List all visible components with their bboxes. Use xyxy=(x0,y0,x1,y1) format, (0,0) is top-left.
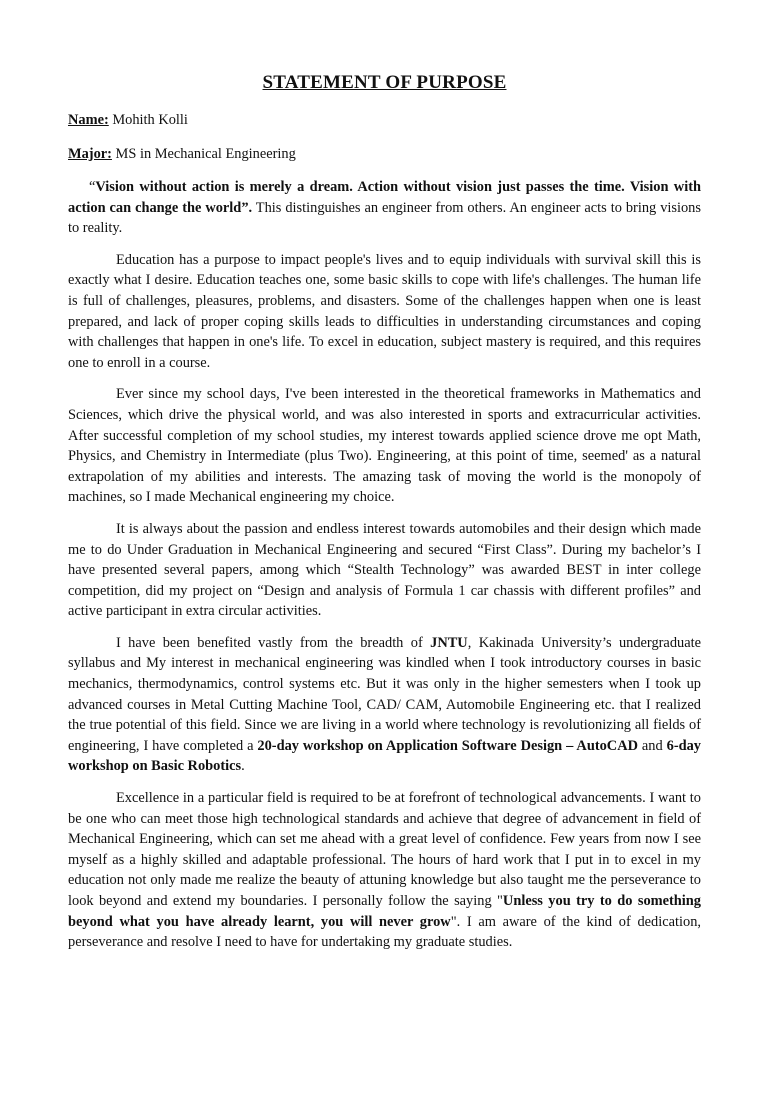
excellence-text-a: Excellence in a particular field is required to be at forefront of technological advancements. I want to be one who can meet those high technological standards and achieve that degree of advancement in field of Mechanical Engineering, which can set me ahead with a great level of confidence. Few years from now I see myself as a highly skilled and adaptable professional. The hours of hard work that I put in to excel in my education not only made me realize the beauty of attuning knowledge but also taught me the perseverance to look beyond and extend my boundaries. I personally follow the saying " xyxy=(68,790,701,909)
name-label: Name: xyxy=(68,112,109,128)
opening-quote: Vision without action is merely a dream. Action without vision just passes the time. Vision with action can change the world”. xyxy=(68,179,701,216)
major-value: MS in Mechanical Engineering xyxy=(111,146,296,162)
jntu-text-e: . xyxy=(241,758,245,775)
major-label: Major: xyxy=(68,146,112,162)
autocad-workshop: 20-day workshop on Application Software Design – AutoCAD xyxy=(257,737,638,754)
jntu-text-c: , Kakinada University’s undergraduate syllabus and My interest in mechanical engineering was kindled when I took introductory courses in basic mechanics, thermodynamics, control systems etc. But it was only in the higher semesters when I took up advanced courses in Metal Cutting Machine Tool, CAD/ CAM, Automobile Engineering etc. that I realized the true potential of this field. Since we are living in a world where technology is revolutionizing all fields of engineering, I have completed a xyxy=(68,634,701,754)
paragraph-jntu xyxy=(68,633,701,777)
quote-open-mark: “ xyxy=(89,179,96,195)
jntu-text-d: and xyxy=(638,737,667,754)
saying-bold: Unless you try to do something beyond what you have already learnt, you will never grow xyxy=(68,893,702,930)
jntu-text-a: I have been benefited vastly from the breadth of xyxy=(116,634,431,651)
name-value: Mohith Kolli xyxy=(108,112,188,128)
paragraph-school-days: Ever since my school days, I've been interested in the theoretical frameworks in Mathematics and Sciences, which drive the physical world, and was also interested in sports and extracurricular activities. After successful completion of my school studies, my interest towards applied science drove me opt Math, Physics, and Chemistry in Intermediate (plus Two). Engineering, at this point of time, seemed' as a natural extrapolation of my abilities and interests. The amazing task of moving the world is the monopoly of machines, so I made Mechanical engineering my choice. xyxy=(68,386,701,506)
paragraph-automobiles: It is always about the passion and endless interest towards automobiles and their design which made me to do Under Graduation in Mechanical Engineering and secured “First Class”. During my bachelor’s I have presented several papers, among which “Stealth Technology” was awarded BEST in inter college competition, did my project on “Design and analysis of Formula 1 car chassis with different profiles” and active participant in extra circular activities. xyxy=(68,520,701,620)
opening-quote-paragraph xyxy=(68,177,701,239)
quote-followup: This distinguishes an engineer from others. An engineer acts to bring visions to reality. xyxy=(68,199,701,237)
paragraph-excellence xyxy=(68,788,701,953)
excellence-text-c: ". I am aware of the kind of dedication, perseverance and resolve I need to have for undertaking my graduate studies. xyxy=(68,913,701,951)
page-title: STATEMENT OF PURPOSE xyxy=(262,72,507,93)
paragraph-education: Education has a purpose to impact people's lives and to equip individuals with survival skill this is exactly what I desire. Education teaches one, some basic skills to cope with life's challenges. The human life is full of challenges, pleasures, problems, and disasters. Some of the challenges happen when one is least prepared, and lack of proper coping skills leads to difficulties in understanding circumstances and coping with challenges that happen in one's life. To excel in education, subject mastery is required, and this requires one to enroll in a course. xyxy=(68,251,701,371)
document-page xyxy=(0,70,768,1094)
robotics-workshop: 6-day workshop on Basic Robotics xyxy=(68,737,702,775)
jntu-bold: JNTU xyxy=(430,634,468,651)
name-line xyxy=(68,110,701,130)
major-line xyxy=(68,144,701,164)
